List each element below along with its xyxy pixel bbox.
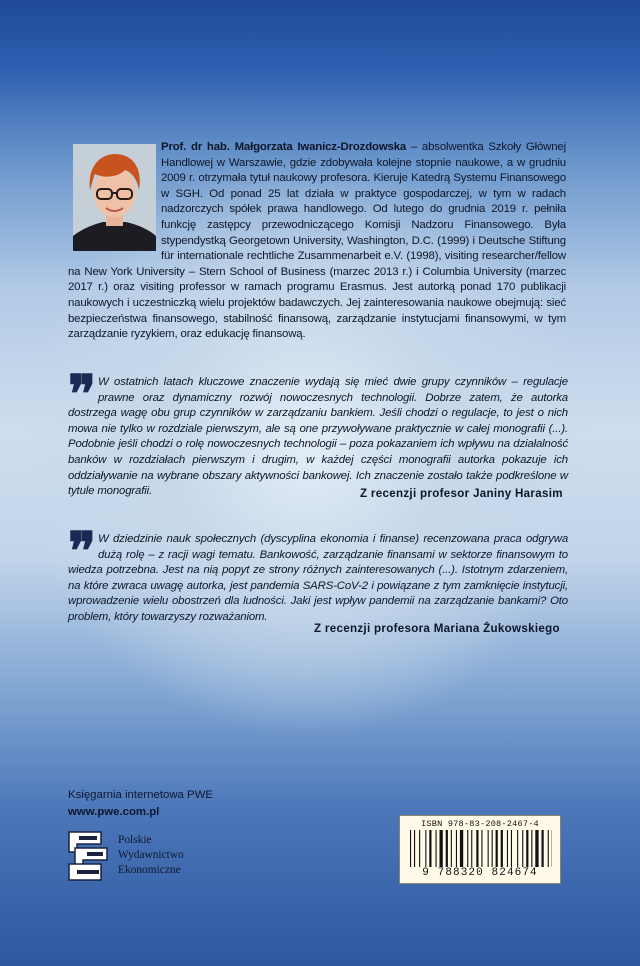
author-bio-text: – absolwentka Szkoły Głównej Handlowej w Warszawie, gdzie zdobywała kolejne stopnie naukowe, a w grudniu 2009 r. otrzymała tytuł naukowy profesora. Kieruje Katedrą Systemu Finansowego w SGH. Od ponad 25 lat działa w praktyce gospodarczej, w tym w radach nadzorczych spółek prawa handlowego. Od lutego do grudnia 2019 r. pełniła funkcję zastępcy przewodniczącego Komisji Nadzoru Finansowego. Była stypendystką Georgetown University, Washington, D.C. (1999) i Deutsche Stiftung für internationale rechtliche Zusammenarbeit e.V. (1998), visiting researcher/fellow na New York University – Stern School of Business (marzec 2013 r.) i Columbia University (marzec 2017 r.) oraz visiting professor w ramach programu Erasmus. Jest autorką ponad 170 publikacji naukowych i uczestniczką wielu projektów badawczych. Jej zainteresowania naukowe obejmują: sieć bezpieczeństwa finansowego, stabilność finansową, zarządzanie instytucjami finansowymi, w tym zarządzanie ryzykiem, oraz edukację finansową. <box>68 141 566 341</box>
review-text-1: W ostatnich latach kluczowe znaczenie wydają się mieć dwie grupy czynników – regulacje prawne oraz dynamiczny rozwój nowoczesnych technologii. Dobrze zatem, że autorka dostrzega wagę obu grup czynników w zarządzaniu bankiem. Jeśli chodzi o regulacje, to jest o nich mowa nie tylko w rozdziale pierwszym, ale są one przywoływane praktycznie w całej monografii (...). Podobnie jeśli chodzi o rolę nowoczesnych technologii – poza pokazaniem ich wpływu na działalność banków w rozdziałach pierwszym i drugim, w każdej części monografii autorka pokazuje ich oddziaływanie na wybrane obszary aktywności bankowej. Ich znaczenie zostało także podkreślone w tytule monografii. <box>68 376 568 498</box>
quote-mark-icon: ❞ <box>68 364 92 425</box>
bookshop-label: Księgarnia internetowa PWE <box>68 789 213 801</box>
author-name: Prof. dr hab. Małgorzata Iwanicz-Drozdowska <box>161 141 407 153</box>
review-quote-1 <box>68 364 568 500</box>
isbn-barcode <box>399 815 561 884</box>
author-bio <box>68 140 566 343</box>
publisher-line: Wydawnictwo <box>118 849 184 862</box>
publisher-name <box>118 833 184 879</box>
quote-mark-icon: ❞ <box>68 521 92 582</box>
isbn-number: ISBN 978-83-208-2467-4 <box>421 819 539 829</box>
review-quote-2 <box>68 521 568 626</box>
barcode-digits: 9 788320 824674 <box>422 867 538 879</box>
review-source-1: Z recenzji profesor Janiny Harasim <box>360 487 563 500</box>
review-text-2: W dziedzinie nauk społecznych (dyscyplina ekonomia i finanse) recenzowana praca odgrywa dużą rolę – z racji wagi tematu. Bankowość, zarządzanie finansami w sektorze finansowym to wiedza potrzebna. Jest na nią popyt ze strony różnych zainteresowanych (...). Istotnym zdarzeniem, na które zwraca uwagę autorka, jest pandemia SARS-CoV-2 i powiązane z tym zamknięcie instytucji, wprowadzenie wielu obostrzeń dla ludności. Jaki jest wpływ pandemii na zarządzanie bankami? Oto problem, który towarzyszy rozważaniom. <box>68 533 568 623</box>
publisher-logo-icon <box>67 830 109 882</box>
bookshop-url: www.pwe.com.pl <box>68 806 160 818</box>
barcode-bars <box>408 830 552 867</box>
publisher-line: Ekonomiczne <box>118 864 181 877</box>
review-source-2: Z recenzji profesora Mariana Żukowskiego <box>314 622 560 635</box>
publisher-line: Polskie <box>118 834 152 846</box>
